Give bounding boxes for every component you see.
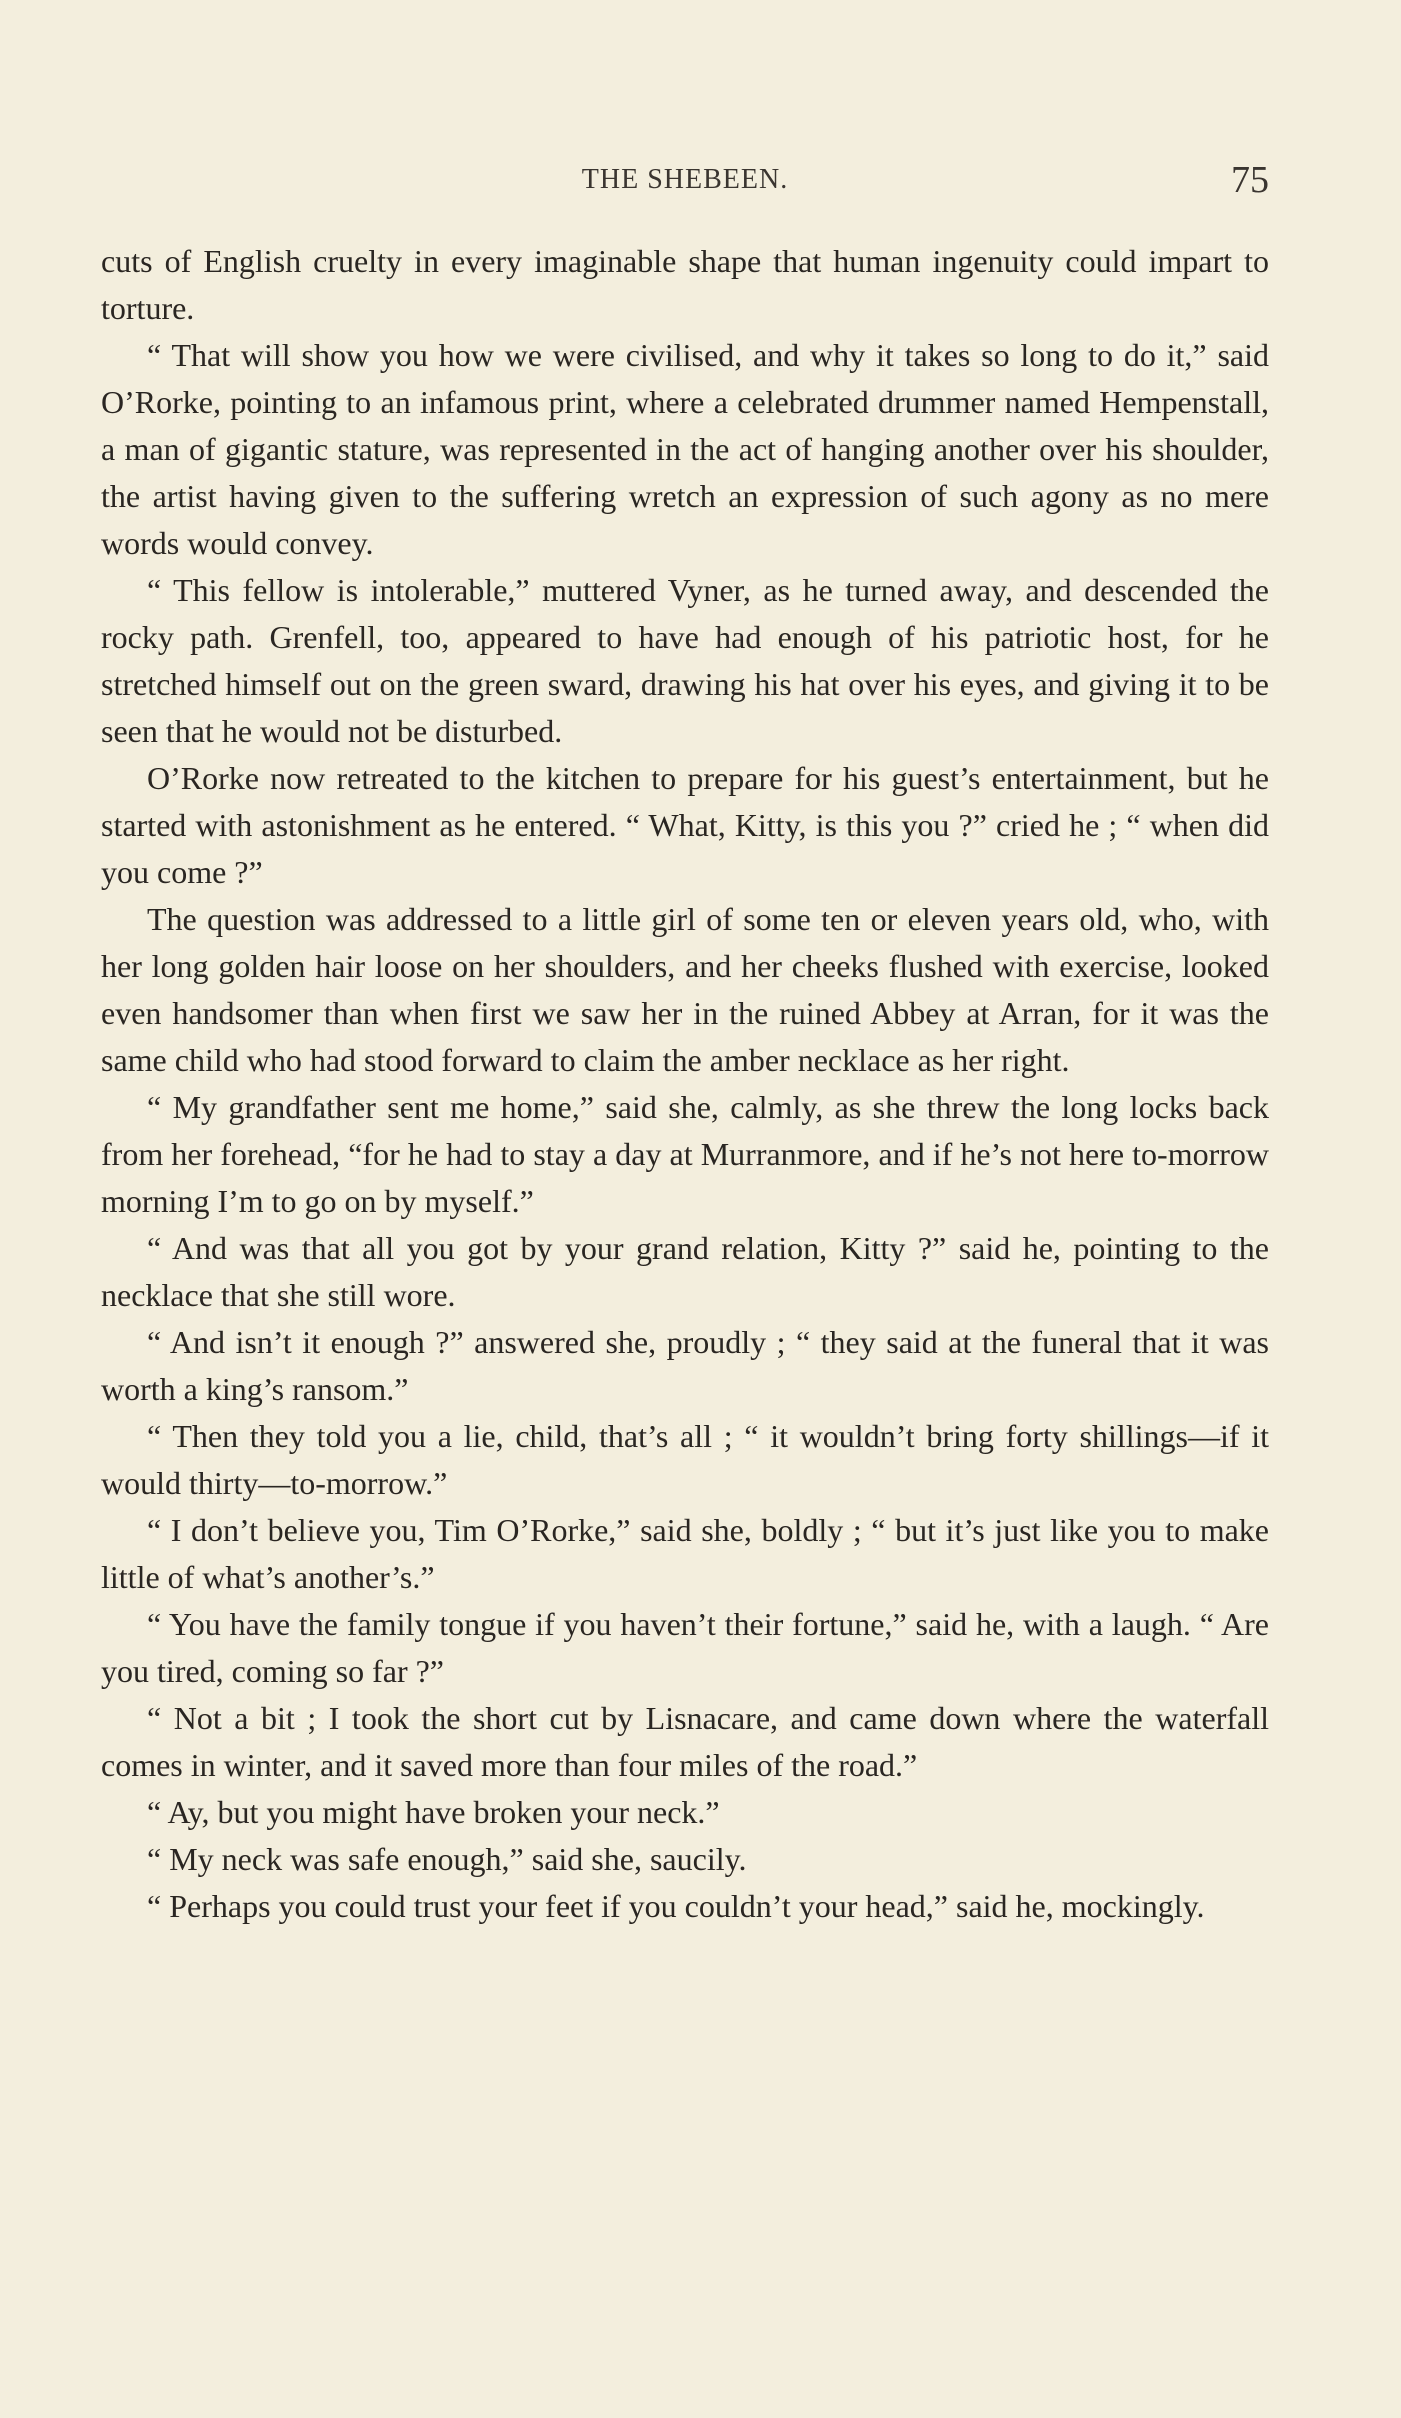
paragraph: “ That will show you how we were civilised, and why it takes so long to do it,” said O’Rorke, pointing to an infamous print, where a celebrated drummer named Hempenstall, a man of gigantic stature, was represented in the act of hanging another over his shoulder, the artist having given to the suffering wretch an expression of such agony as no mere words would convey. <box>101 337 1269 561</box>
paragraph: “ And was that all you got by your grand relation, Kitty ?” said he, pointing to the necklace that she still wore. <box>101 1230 1269 1313</box>
paragraph: “ You have the family tongue if you haven’t their fortune,” said he, with a laugh. “ Are you tired, coming so far ?” <box>101 1606 1269 1689</box>
paragraph: “ This fellow is intolerable,” muttered Vyner, as he turned away, and descended the rocky path. Grenfell, too, appeared to have had enough of his patriotic host, for he stretched himself out on the green sward, drawing his hat over his eyes, and giving it to be seen that he would not be disturbed. <box>101 572 1269 749</box>
paragraph: “ I don’t believe you, Tim O’Rorke,” said she, boldly ; “ but it’s just like you to make little of what’s another’s.” <box>101 1512 1269 1595</box>
paragraph: O’Rorke now retreated to the kitchen to prepare for his guest’s entertainment, but he started with astonishment as he entered. “ What, Kitty, is this you ?” cried he ; “ when did you come ?” <box>101 760 1269 890</box>
paragraph: “ My neck was safe enough,” said she, saucily. <box>147 1841 747 1877</box>
page-header <box>101 160 1269 204</box>
paragraph: “ Ay, but you might have broken your neck.” <box>147 1794 720 1830</box>
paragraph: “ Not a bit ; I took the short cut by Lisnacare, and came down where the waterfall comes in winter, and it saved more than four miles of the road.” <box>101 1700 1269 1783</box>
paragraph: “ And isn’t it enough ?” answered she, proudly ; “ they said at the funeral that it was worth a king’s ransom.” <box>101 1324 1269 1407</box>
paragraph: “ Perhaps you could trust your feet if you couldn’t your head,” said he, mockingly. <box>147 1888 1205 1924</box>
paragraph: The question was addressed to a little girl of some ten or eleven years old, who, with her long golden hair loose on her shoulders, and her cheeks flushed with exercise, looked even handsomer than when first we saw her in the ruined Abbey at Arran, for it was the same child who had stood forward to claim the amber necklace as her right. <box>101 901 1269 1078</box>
running-title: THE SHEBEEN. <box>581 164 789 195</box>
paragraph: “ My grandfather sent me home,” said she, calmly, as she threw the long locks back from her forehead, “for he had to stay a day at Murranmore, and if he’s not here to-morrow morning I’m to go on by myself.” <box>101 1089 1269 1219</box>
paragraph: cuts of English cruelty in every imaginable shape that human ingenuity could impart to torture. <box>101 243 1269 326</box>
page-number: 75 <box>1231 159 1269 201</box>
paragraph: “ Then they told you a lie, child, that’s all ; “ it wouldn’t bring forty shillings—if it would thirty—to-morrow.” <box>101 1418 1269 1501</box>
body-text <box>101 238 1269 1930</box>
